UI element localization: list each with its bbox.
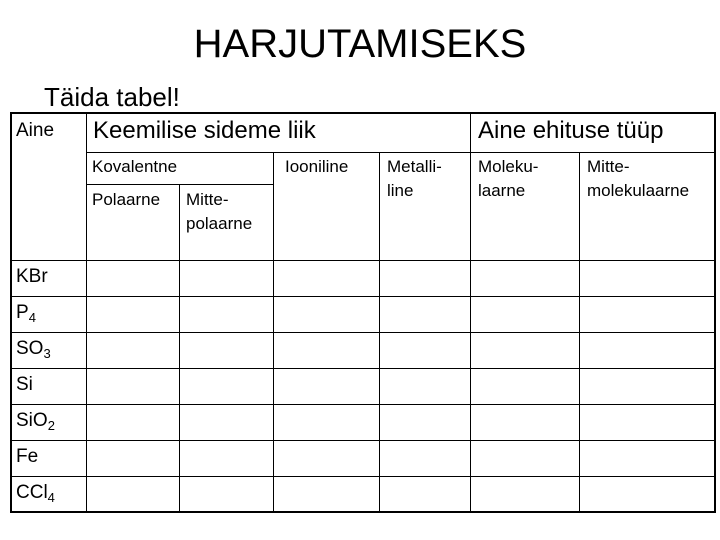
header-mittemolekulaarne-1: Mitte- [587,157,630,176]
row-label-substance: KBr [16,266,48,287]
row-divider [10,332,716,333]
row-label-substance: SiO$_2$ [16,410,55,433]
header-iooniline: Iooniline [285,157,349,176]
header-molekulaarne-2: laarne [478,181,526,200]
header-mittepolaarne-1: Mitte- [186,190,229,209]
row-label-substance: CCl$_4$ [16,482,55,505]
row-divider-group [86,152,716,153]
row-label-substance: $SO_3$ [16,338,51,361]
row-divider [10,440,716,441]
header-polaarne: Polaarne [92,190,161,209]
col-divider-aine [86,112,87,513]
header-aine: Aine [16,120,55,141]
header-mittemolekulaarne-2: molekulaarne [587,181,690,200]
row-divider [10,296,716,297]
page-title: HARJUTAMISEKS [193,22,527,66]
header-molekulaarne-1: Moleku- [478,157,539,176]
row-label-substance: Si [16,374,33,395]
header-mittepolaarne-2: polaarne [186,214,253,233]
header-kovalentne: Kovalentne [92,157,178,176]
instruction-text: Täida tabel! [44,82,180,112]
header-structure-type: Aine ehituse tüüp [478,117,664,144]
row-label-substance: Fe [16,446,39,467]
row-divider [10,368,716,369]
row-divider-kovalentne [86,184,273,185]
header-metalliline-2: line [387,181,414,200]
row-divider [10,476,716,477]
row-label-substance: $P_4$ [16,302,36,325]
header-metalliline-1: Metalli- [387,157,442,176]
header-bond-type: Keemilise sideme liik [93,117,316,144]
col-divider-group [470,112,471,513]
row-divider-header [10,260,716,261]
row-divider [10,404,716,405]
col-divider-polaarne [179,184,180,513]
